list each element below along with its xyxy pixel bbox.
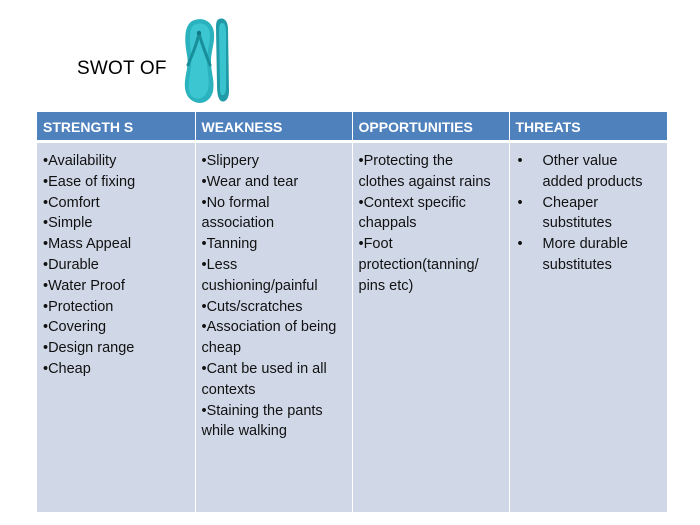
flip-flop-sandal-icon — [175, 13, 245, 105]
list-item: • Cuts/scratches — [202, 297, 346, 318]
list-item: • Covering — [43, 317, 189, 338]
list-item: • Less cushioning/painful — [202, 255, 346, 297]
list-item: • Association of being cheap — [202, 317, 346, 359]
strengths-cell — [37, 142, 195, 513]
list-item: • Staining the pants while walking — [202, 401, 346, 443]
weakness-list — [202, 151, 346, 442]
list-item: • Simple — [43, 213, 189, 234]
list-item: • Tanning — [202, 234, 346, 255]
weakness-cell — [195, 142, 352, 513]
header-threats: THREATS — [509, 112, 667, 142]
list-item: • Mass Appeal — [43, 234, 189, 255]
strengths-list — [43, 151, 189, 380]
list-item: • Context specific chappals — [359, 193, 503, 235]
list-item: • Durable — [43, 255, 189, 276]
list-item: • More durable substitutes — [516, 234, 662, 276]
threats-cell — [509, 142, 667, 513]
list-item: • Availability — [43, 151, 189, 172]
header-weakness: WEAKNESS — [195, 112, 352, 142]
swot-content-row — [37, 142, 667, 513]
list-item: • Wear and tear — [202, 172, 346, 193]
list-item: • Water Proof — [43, 276, 189, 297]
list-item: • Slippery — [202, 151, 346, 172]
list-item: • Protecting the clothes against rains — [359, 151, 503, 193]
page-title: SWOT OF — [77, 58, 167, 79]
swot-table — [37, 112, 667, 512]
list-item: • Cant be used in all contexts — [202, 359, 346, 401]
list-item: • No formal association — [202, 193, 346, 235]
opportunities-cell — [352, 142, 509, 513]
threats-list — [516, 151, 662, 276]
list-item: • Foot protection(tanning/ pins etc) — [359, 234, 503, 296]
header-strengths: STRENGTH S — [37, 112, 195, 142]
list-item: • Cheaper substitutes — [516, 193, 662, 235]
list-item: • Design range — [43, 338, 189, 359]
header-opportunities: OPPORTUNITIES — [352, 112, 509, 142]
list-item: • Ease of fixing — [43, 172, 189, 193]
list-item: • Comfort — [43, 193, 189, 214]
opportunities-list — [359, 151, 503, 297]
list-item: • Cheap — [43, 359, 189, 380]
swot-header-row — [37, 112, 667, 142]
list-item: • Other value added products — [516, 151, 662, 193]
list-item: • Protection — [43, 297, 189, 318]
